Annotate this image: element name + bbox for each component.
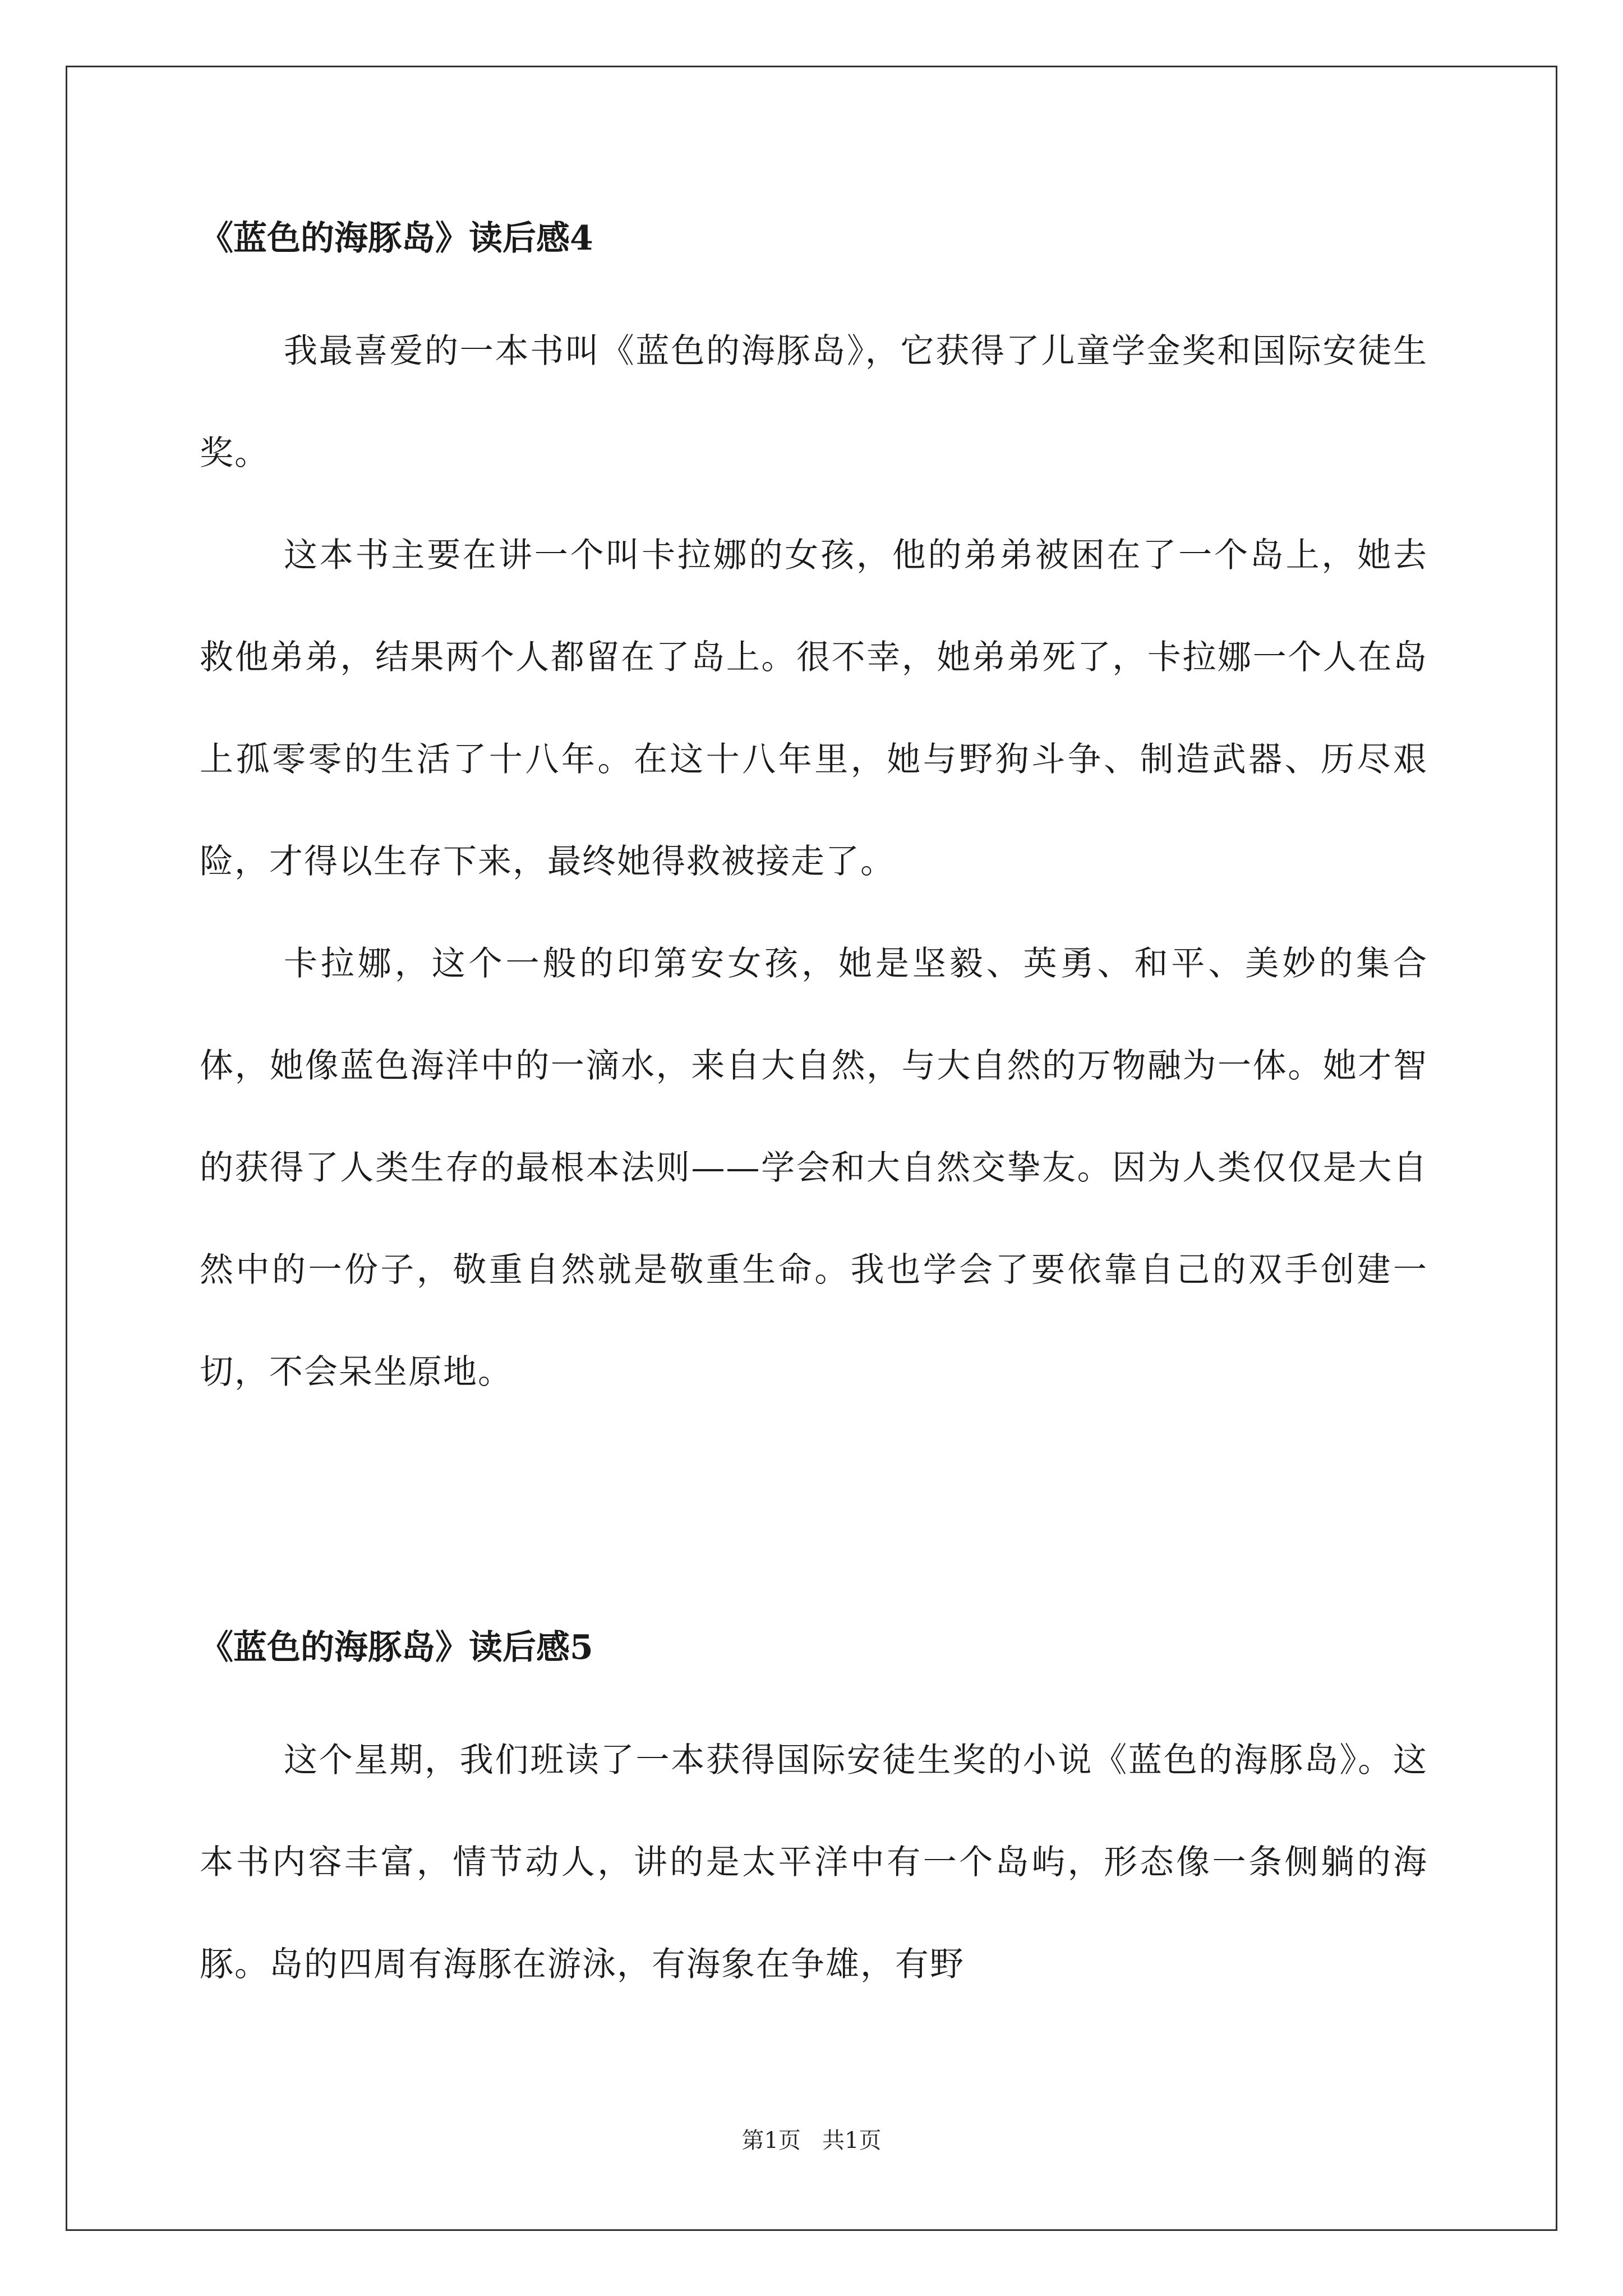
section-body (200, 1709, 1428, 2016)
section-title: 《蓝色的海豚岛》读后感5 (200, 1628, 593, 1667)
paragraph: 这本书主要在讲一个叫卡拉娜的女孩，他的弟弟被困在了一个岛上，她去救他弟弟，结果两个人都留在了岛上。很不幸，她弟弟死了，卡拉娜一个人在岛上孤零零的生活了十八年。在这十八年里，她与野狗斗争、制造武器、历尽艰险，才得以生存下来，最终她得救被接走了。 (200, 536, 1428, 881)
section-title: 《蓝色的海豚岛》读后感4 (200, 219, 593, 258)
paragraph: 这个星期，我们班读了一本获得国际安徒生奖的小说《蓝色的海豚岛》。这本书内容丰富，情节动人，讲的是太平洋中有一个岛屿，形态像一条侧躺的海豚。岛的四周有海豚在游泳，有海象在争雄，有野 (200, 1741, 1428, 1984)
paragraph: 卡拉娜，这个一般的印第安女孩，她是坚毅、英勇、和平、美妙的集合体，她像蓝色海洋中的一滴水，来自大自然，与大自然的万物融为一体。她才智的获得了人类生存的最根本法则——学会和大自然交挚友。因为人类仅仅是大自然中的一份子，敬重自然就是敬重生命。我也学会了要依靠自己的双手创建一切，不会呆坐原地。 (200, 944, 1428, 1392)
page-footer: 第1页 共1页 (741, 2128, 882, 2154)
paragraph: 我最喜爱的一本书叫《蓝色的海豚岛》，它获得了儿童学金奖和国际安徒生奖。 (200, 332, 1428, 473)
section-body (200, 300, 1428, 1423)
